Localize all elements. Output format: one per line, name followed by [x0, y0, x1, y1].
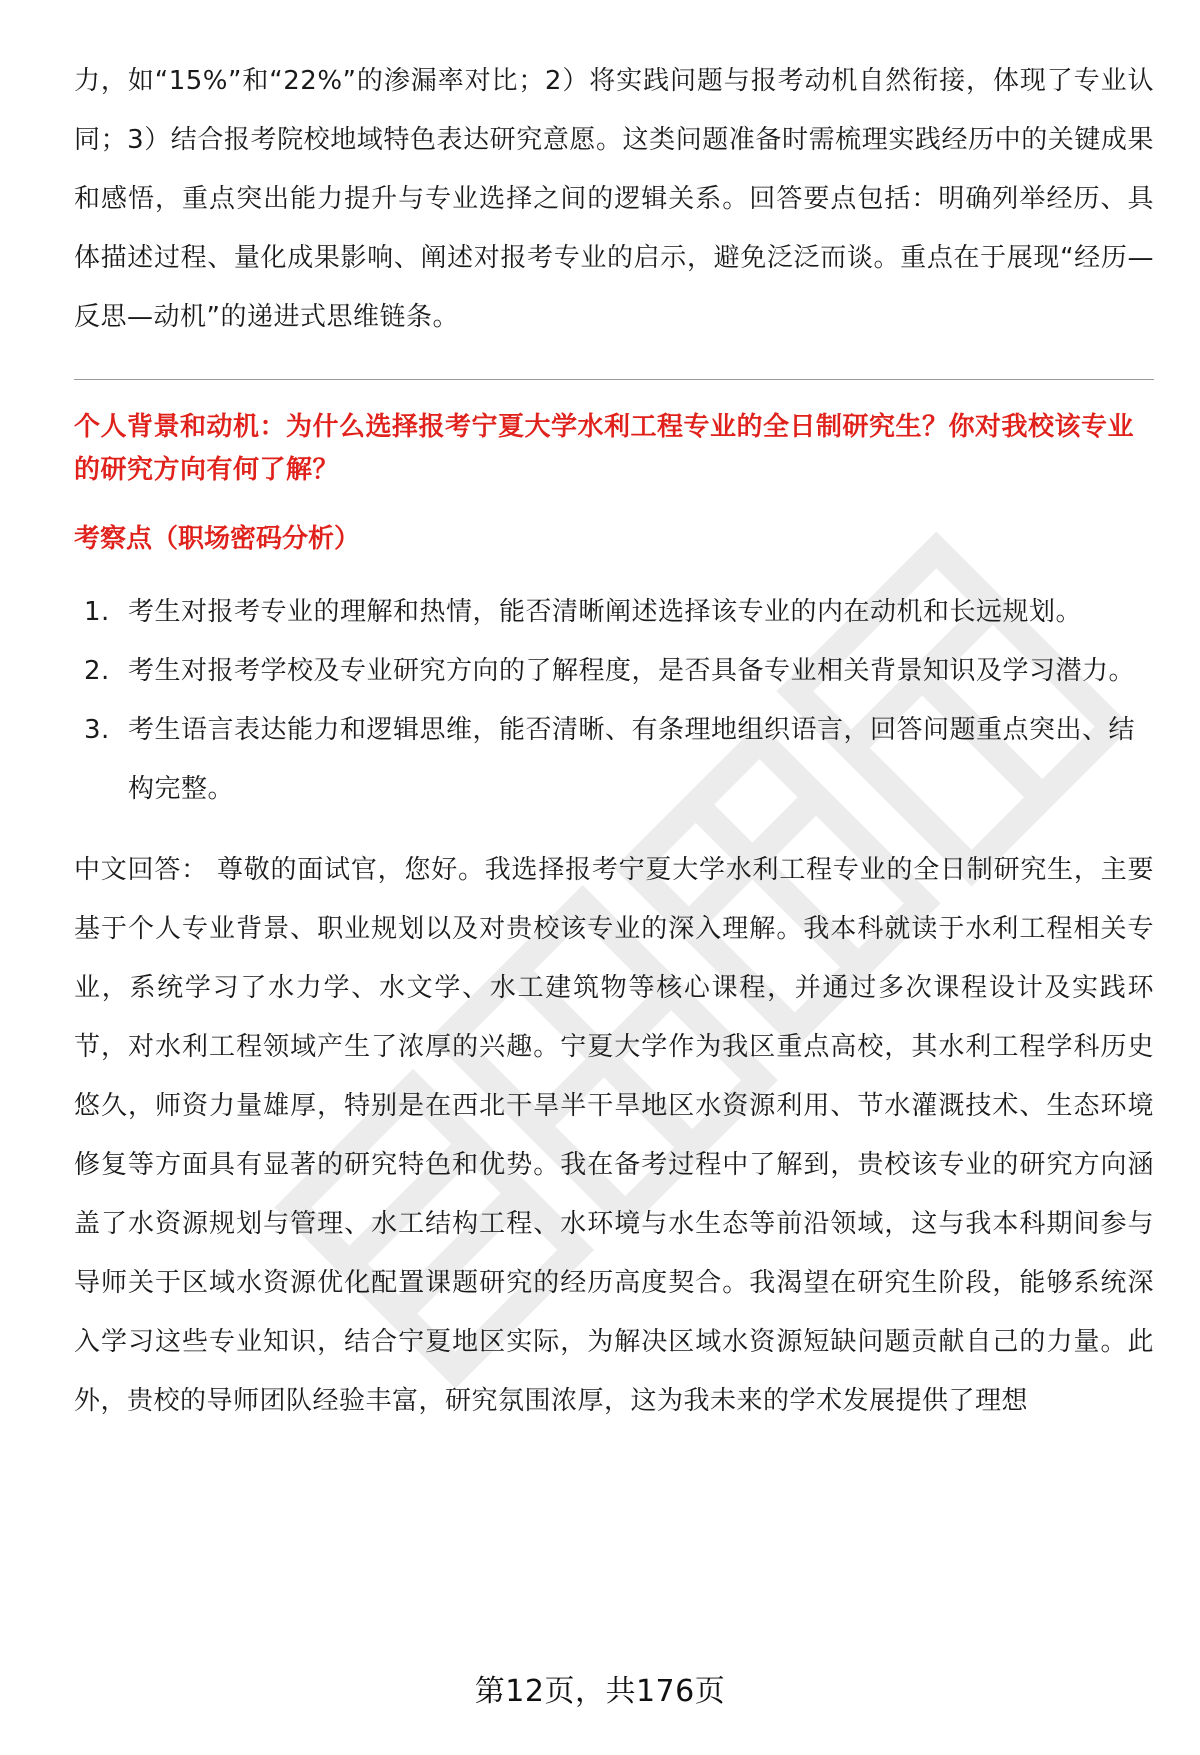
list-item-number: 2.: [84, 656, 110, 686]
list-item-number: 1.: [84, 597, 110, 627]
list-item-number: 3.: [84, 715, 110, 745]
list-item: [74, 701, 1154, 819]
list-item-text: 考生语言表达能力和逻辑思维，能否清晰、有条理地组织语言，回答问题重点突出、结构完整。: [128, 715, 1136, 804]
intro-paragraph: 力，如“15%”和“22%”的渗漏率对比；2）将实践问题与报考动机自然衔接，体现了专业认同；3）结合报考院校地域特色表达研究意愿。这类问题准备时需梳理实践经历中的关键成果和感悟，重点突出能力提升与专业选择之间的逻辑关系。回答要点包括：明确列举经历、具体描述过程、量化成果影响、阐述对报考专业的启示，避免泛泛而谈。重点在于展现“经历—反思—动机”的递进式思维链条。: [74, 66, 1154, 332]
list-item: [74, 583, 1154, 642]
page-content: [74, 52, 1154, 1431]
list-item-text: 考生对报考专业的理解和热情，能否清晰阐述选择该专业的内在动机和长远规划。: [128, 597, 1083, 627]
analysis-section-title: 考察点（职场密码分析）: [74, 524, 361, 554]
list-item-text: 考生对报考学校及专业研究方向的了解程度，是否具备专业相关背景知识及学习潜力。: [128, 656, 1136, 686]
answer-paragraph: 中文回答： 尊敬的面试官，您好。我选择报考宁夏大学水利工程专业的全日制研究生，主要基于个人专业背景、职业规划以及对贵校该专业的深入理解。我本科就读于水利工程相关专业，系统学习了水力学、水文学、水工建筑物等核心课程，并通过多次课程设计及实践环节，对水利工程领域产生了浓厚的兴趣。宁夏大学作为我区重点高校，其水利工程学科历史悠久，师资力量雄厚，特别是在西北干旱半干旱地区水资源利用、节水灌溉技术、生态环境修复等方面具有显著的研究特色和优势。我在备考过程中了解到，贵校该专业的研究方向涵盖了水资源规划与管理、水工结构工程、水环境与水生态等前沿领域，这与我本科期间参与导师关于区域水资源优化配置课题研究的经历高度契合。我渴望在研究生阶段，能够系统深入学习这些专业知识，结合宁夏地区实际，为解决区域水资源短缺问题贡献自己的力量。此外，贵校的导师团队经验丰富，研究氛围浓厚，这为我未来的学术发展提供了理想: [74, 855, 1154, 1416]
page-footer: 第12页，共176页: [474, 1674, 726, 1709]
question-heading: 个人背景和动机：为什么选择报考宁夏大学水利工程专业的全日制研究生？你对我校该专业的研究方向有何了解？: [74, 412, 1135, 485]
assessment-points-list: [74, 583, 1154, 819]
section-divider: [74, 379, 1154, 380]
list-item: [74, 642, 1154, 701]
